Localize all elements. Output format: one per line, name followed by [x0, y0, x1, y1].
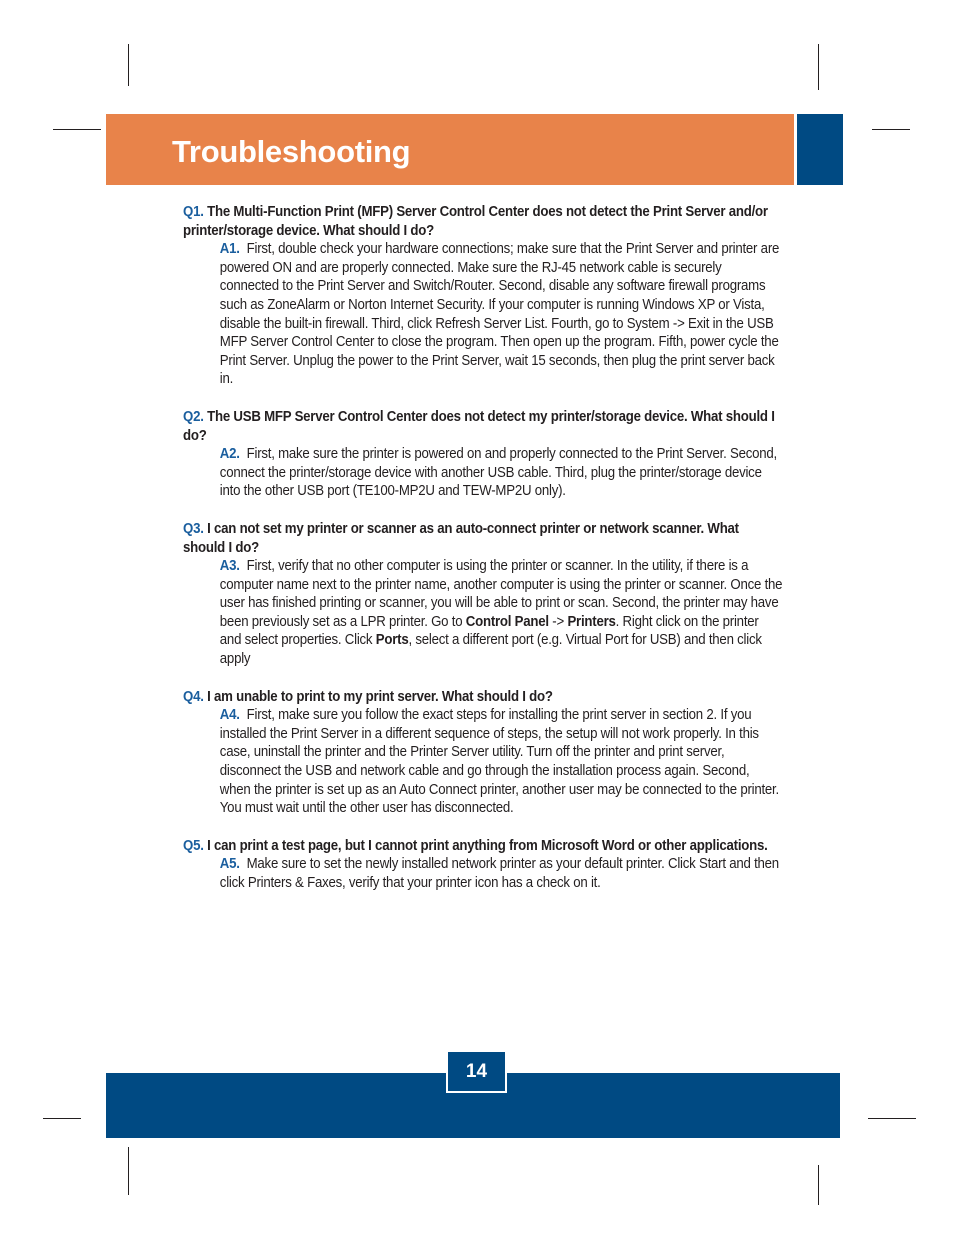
question: Q1. The Multi-Function Print (MFP) Server Control Center does not detect the Print Server and/or printer/storage device. What should I do?: [183, 204, 768, 239]
crop-mark: [868, 1118, 916, 1119]
faq-item-3: [183, 520, 783, 669]
crop-mark: [818, 1165, 819, 1205]
answer: A3. First, verify that no other computer is using the printer or scanner. In the utility, if there is a computer name next to the printer name, another computer is using the printer or scanner. Once the user has finished printing or scanner, you will be able to print or scan. Second, the printer may have been previously set as a LPR printer. Go to Control Panel -> Printers. Right click on the printer and select properties. Click Ports, select a different port (e.g. Virtual Port for USB) and then click apply: [219, 558, 783, 668]
answer: A1. First, double check your hardware connections; make sure that the Print Server and printer are powered ON and are properly connected. Make sure the RJ-45 network cable is securely connected to the Print Server and Switch/Router. Second, disable any software firewall programs such as ZoneAlarm or Norton Internet Security. If your computer is running Windows XP or Vista, disable the built-in firewall. Third, click Refresh Server List. Fourth, go to System -> Exit in the USB MFP Server Control Center to close the program. Then open up the program. Fifth, power cycle the Print Server. Unplug the power to the Print Server, wait 15 seconds, then plug the print server back in.: [219, 241, 780, 388]
page-title: Troubleshooting: [172, 134, 411, 169]
faq-content: [183, 203, 783, 912]
header-bar: [106, 114, 794, 185]
header-accent-block: [797, 114, 843, 185]
crop-mark: [53, 129, 101, 130]
crop-mark: [128, 1147, 129, 1195]
faq-item-1: [183, 203, 783, 389]
answer: A4. First, make sure you follow the exact steps for installing the print server in section 2. If you installed the Print Server in a different sequence of steps, the setup will not work properly. In this case, uninstall the printer and the Printer Server utility. Turn off the printer and print server, disconnect the USB and network cable and go through the installation process again. Second, when the printer is set up as an Auto Connect printer, another user may be connected to the printer. You must wait until the other user has disconnected.: [219, 707, 779, 817]
faq-item-2: [183, 408, 783, 501]
faq-item-5: [183, 837, 783, 893]
question: Q3. I can not set my printer or scanner as an auto-connect printer or network scanner. What should I do?: [183, 520, 739, 556]
faq-item-4: [183, 688, 783, 818]
question: Q5. I can print a test page, but I cannot print anything from Microsoft Word or other applications.: [183, 837, 768, 854]
crop-mark: [128, 44, 129, 86]
crop-mark: [43, 1118, 81, 1119]
answer: A5. Make sure to set the newly installed network printer as your default printer. Click Start and then click Printers & Faxes, verify that your printer icon has a check on it.: [219, 856, 779, 891]
question: Q2. The USB MFP Server Control Center does not detect my printer/storage device. What should I do?: [183, 408, 775, 444]
crop-mark: [818, 44, 819, 90]
answer: A2. First, make sure the printer is powered on and properly connected to the Print Server. Second, connect the printer/storage device with another USB cable. Third, plug the printer/storage device into the other USB port (TE100-MP2U and TEW-MP2U only).: [219, 446, 777, 500]
question: Q4. I am unable to print to my print server. What should I do?: [183, 688, 553, 705]
crop-mark: [872, 129, 910, 130]
page-number: 14: [465, 1060, 488, 1082]
